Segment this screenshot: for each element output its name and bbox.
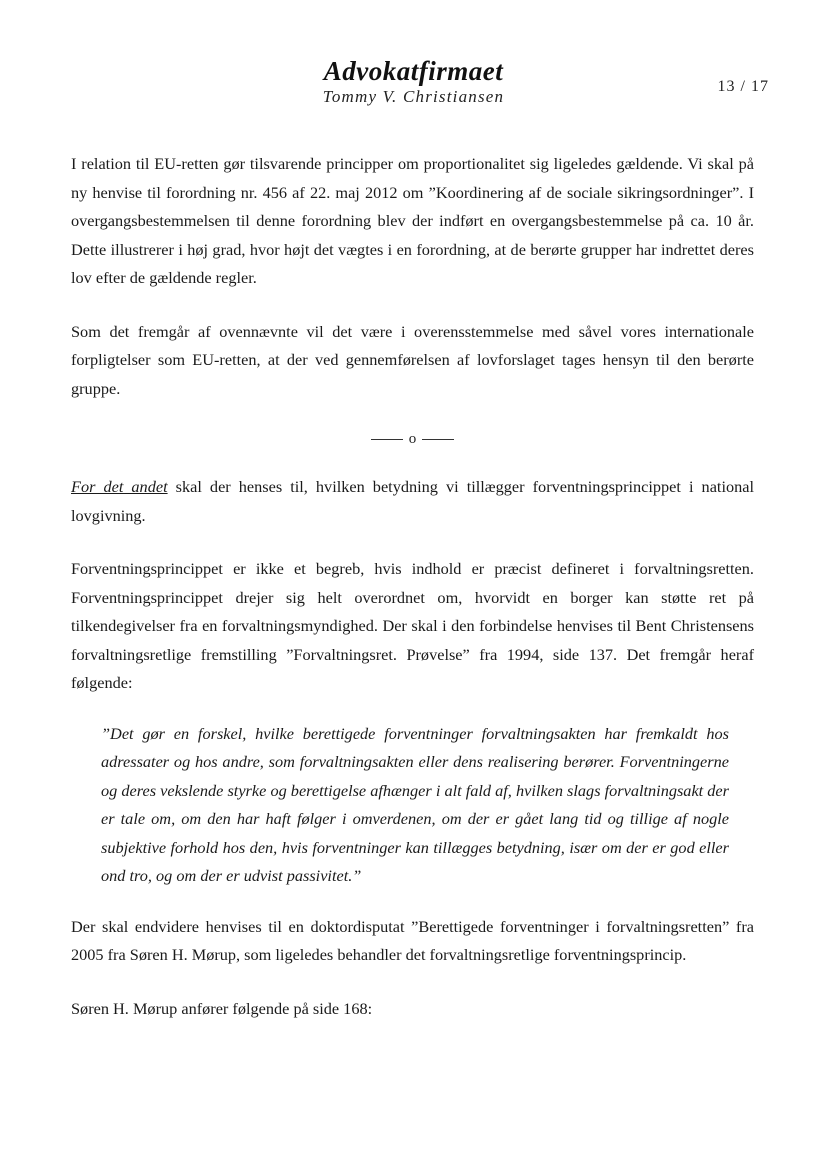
section-separator <box>71 425 754 453</box>
letterhead <box>0 56 827 108</box>
page-number: 13 / 17 <box>717 78 769 95</box>
separator-dash-left <box>371 439 403 440</box>
block-quote: ”Det gør en forskel, hvilke berettigede forventninger forvaltningsakten har fremkaldt hos adressater og hos andre, som forvaltningsakten eller dens realisering berører. Forventningerne og deres vekslende styrke og berettigelse afhænger i alt fald af, hvilken slags forvaltningsakt der er tale om, om den har haft følger i omverdenen, om der er gået lang tid og tillige af nogle subjektive forhold hos den, hvis forventninger kan tillægges betydning, især om der er god eller ond tro, og om der er udvist passivitet.” <box>101 723 729 885</box>
separator-mark: o <box>408 431 417 447</box>
paragraph-morup: Søren H. Mørup anfører følgende på side 168: <box>71 998 373 1018</box>
separator-dash-right <box>422 439 454 440</box>
paragraph-eu-law: I relation til EU-retten gør tilsvarende principper om proportionalitet sig ligeledes gældende. Vi skal på ny henvise til forordning nr. 456 af 22. maj 2012 om ”Koordinering af de sociale sikringsordninger”. I overgangsbestemmelsen til denne forordning blev der indført en overgangsbestemmelse på ca. 10 år. Dette illustrerer i høj grad, hvor højt det vægtes i en forordning, at de berørte grupper har indrettet deres lov efter de gældende regler. <box>71 154 754 287</box>
paragraph-dissertation: Der skal endvidere henvises til en doktordisputat ”Berettigede forventninger i forvaltningsretten” fra 2005 fra Søren H. Mørup, som ligeledes behandler det forvaltningsretlige forventningsprincip. <box>71 916 754 964</box>
firm-name: Advokatfirmaet <box>323 56 504 86</box>
paragraph-expectation-principle: Forventningsprincippet er ikke et begreb, hvis indhold er præcist defineret i forvaltningsretten. Forventningsprincippet drejer sig helt overordnet om, hvorvidt en borger kan støtte ret på tilkendegivelser fra en forvaltningsmyndighed. Der skal i den forbindelse henvises til Bent Christensens forvaltningsretlige fremstilling ”Forvaltningsret. Prøvelse” fra 1994, side 137. Det fremgår heraf følgende: <box>71 559 754 692</box>
firm-owner: Tommy V. Christiansen <box>322 87 505 106</box>
paragraph-international-obligations: Som det fremgår af ovennævnte vil det være i overensstemmelse med såvel vores internationale forpligtelser som EU-retten, at der ved gennemførelsen af lovforslaget tages hensyn til den berørte gruppe. <box>71 321 754 398</box>
document-body <box>71 150 754 1023</box>
paragraph-second-point-text: skal der henses til, hvilken betydning vi tillægger forventningsprincippet i national lovgivning. <box>71 477 755 525</box>
paragraph-second-point <box>71 473 754 530</box>
emphasis-for-det-andet: For det andet <box>71 477 168 496</box>
